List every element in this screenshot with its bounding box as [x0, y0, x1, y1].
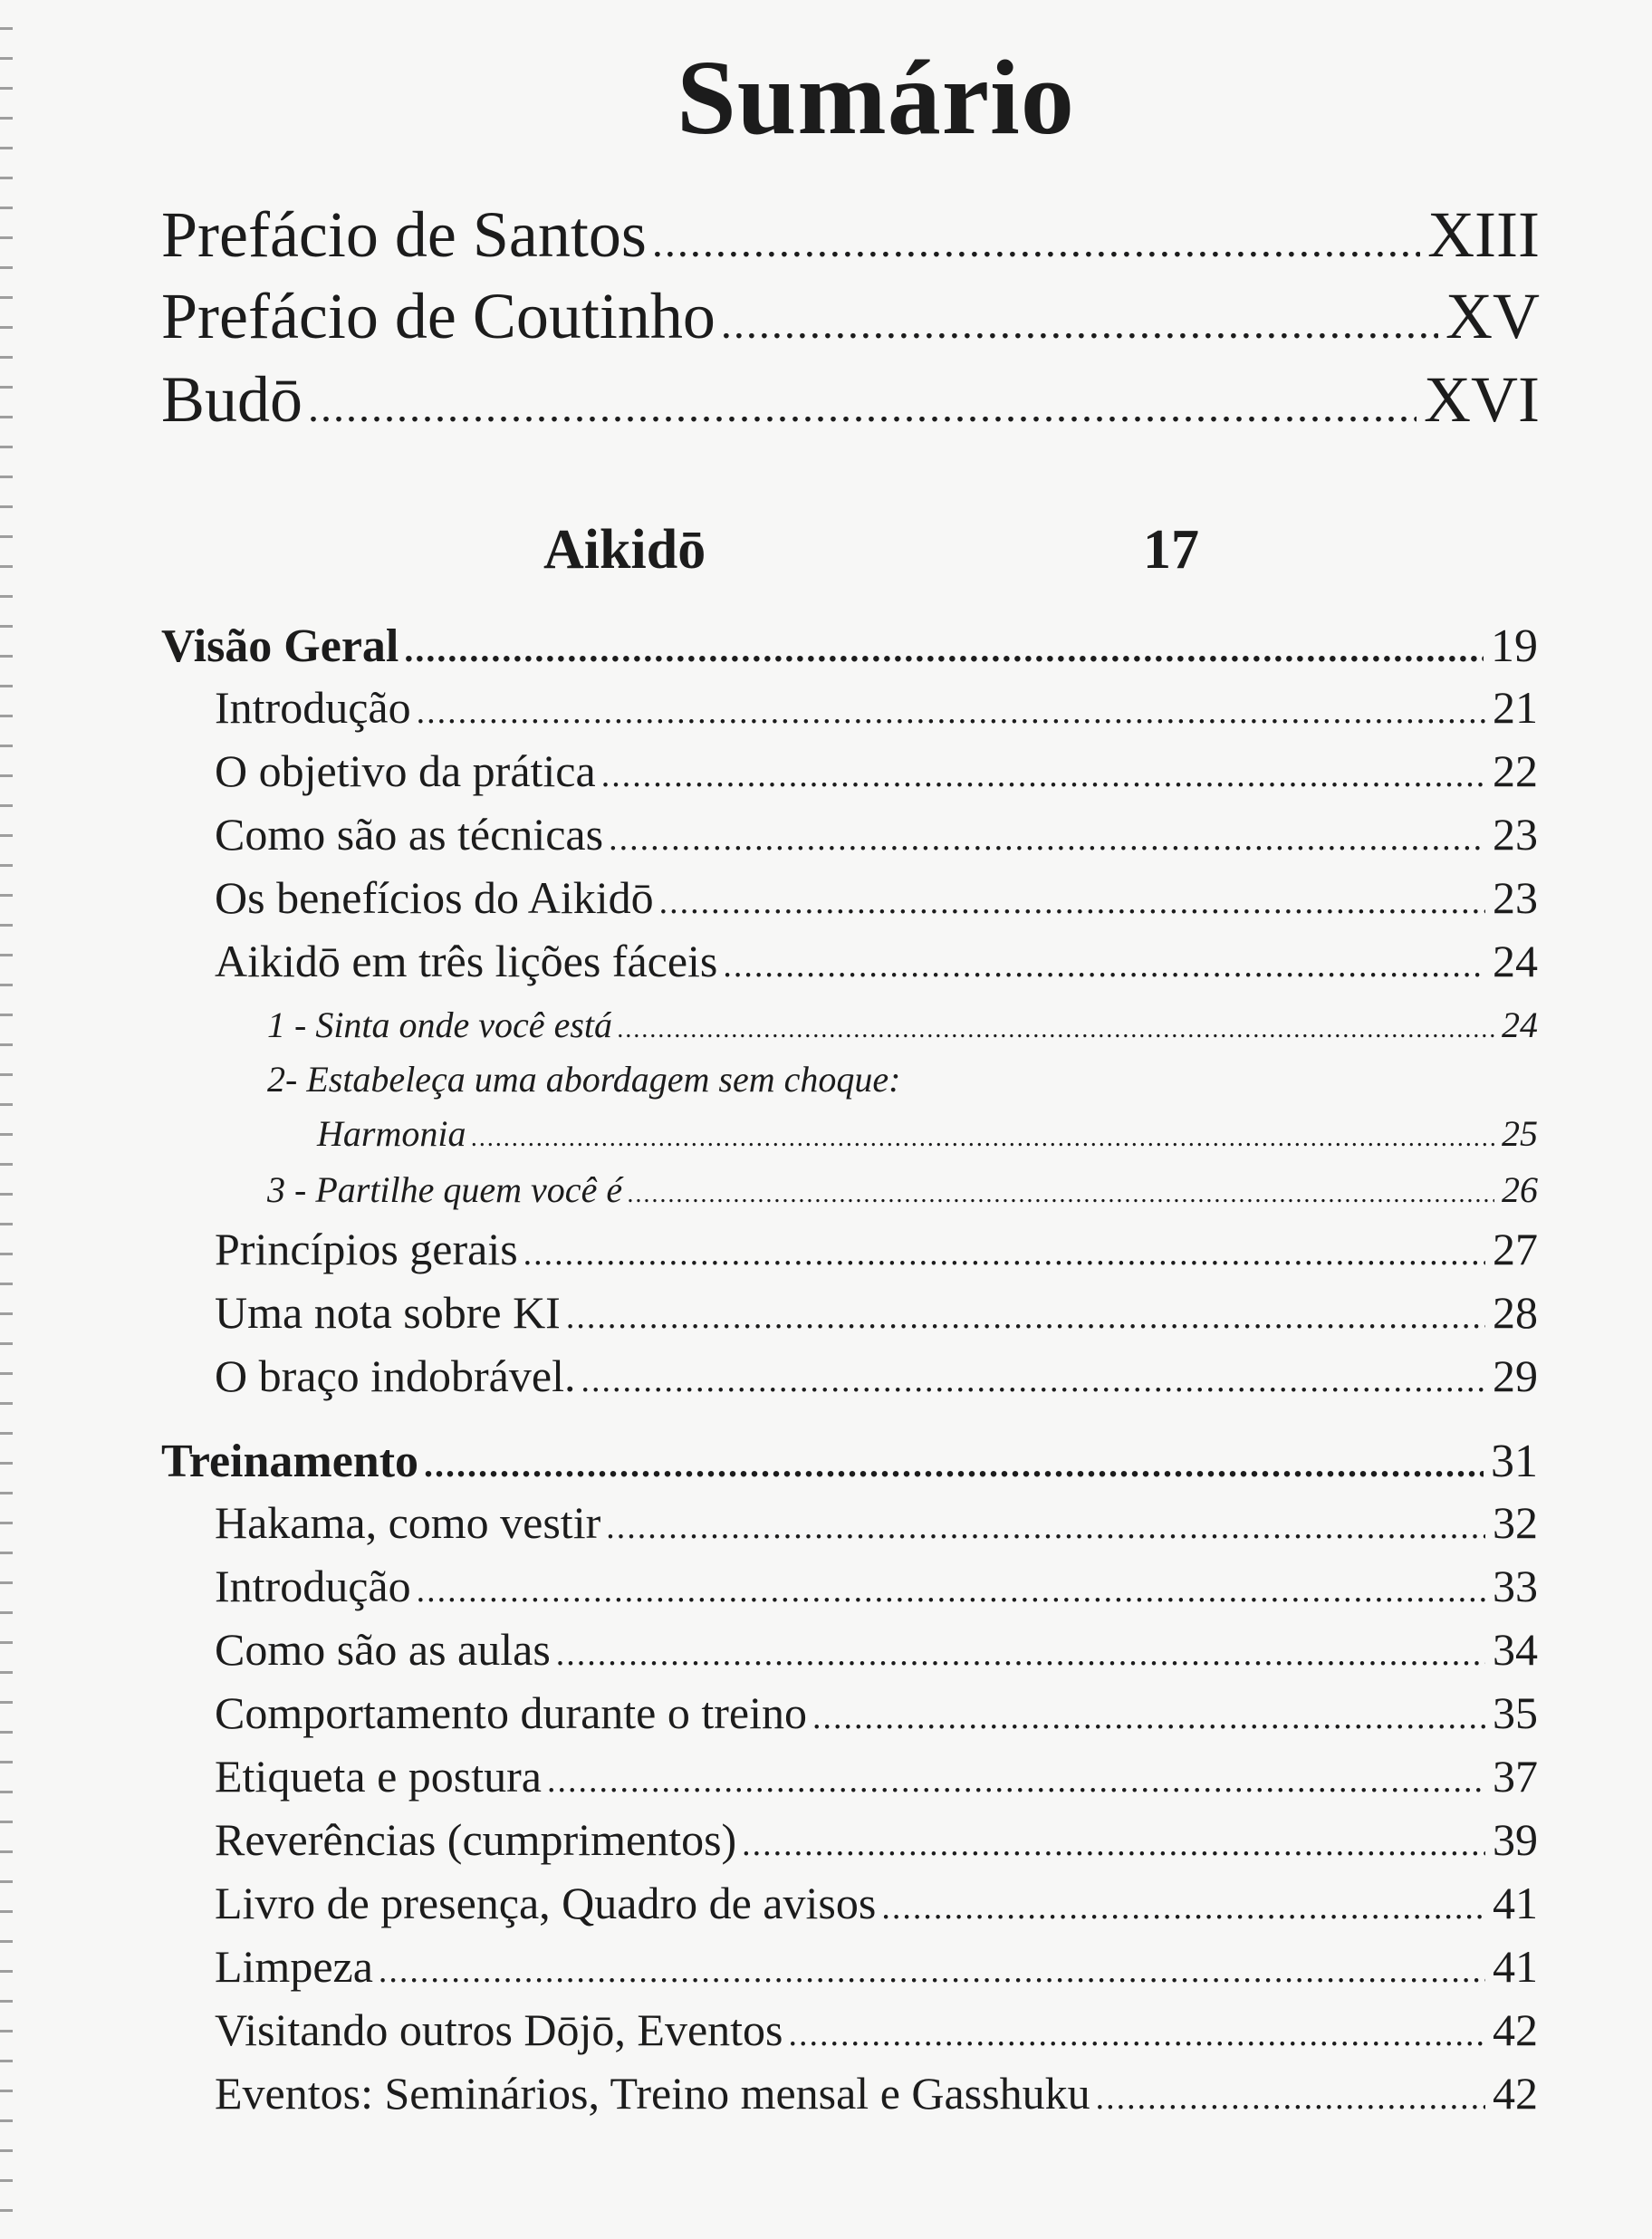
toc-entry-page: 24: [1493, 936, 1538, 986]
toc-entry-prefacio-santos[interactable]: [161, 197, 1540, 273]
toc-entry-label: Prefácio de Coutinho: [161, 280, 716, 352]
leader-dots: [523, 1234, 1485, 1273]
leader-dots: [424, 1443, 1484, 1485]
toc-entry-label: O objetivo da prática: [215, 745, 596, 796]
toc-entry-page: 41: [1493, 1941, 1538, 1992]
toc-entry[interactable]: [215, 1877, 1538, 1929]
toc-entry-label: Os benefícios do Aikidō: [215, 872, 654, 923]
toc-entry-label: Reverências (cumprimentos): [215, 1814, 737, 1865]
toc-entry-label: Como são as aulas: [215, 1624, 551, 1675]
leader-dots: [628, 1180, 1494, 1209]
toc-entry-label: Como são as técnicas: [215, 809, 604, 860]
toc-entry-page: 21: [1493, 682, 1538, 733]
toc-entry-page: 22: [1493, 745, 1538, 796]
toc-section-page: 31: [1491, 1436, 1538, 1487]
toc-subentry-page: 26: [1502, 1169, 1538, 1210]
toc-entry[interactable]: [215, 2004, 1538, 2056]
toc-entry-label: Prefácio de Santos: [161, 198, 647, 271]
toc-subentry[interactable]: [267, 1004, 1538, 1046]
leader-dots: [566, 1297, 1485, 1337]
toc-section-visao-geral[interactable]: [161, 620, 1538, 673]
toc-entry-label: Comportamento durante o treino: [215, 1687, 808, 1738]
toc-entry-label: Limpeza: [215, 1941, 373, 1992]
toc-entry[interactable]: [215, 808, 1538, 860]
leader-dots: [417, 1571, 1485, 1610]
toc-entry-label: Etiqueta e postura: [215, 1751, 542, 1802]
toc-entry[interactable]: [215, 935, 1538, 987]
leader-dots: [1096, 2078, 1485, 2118]
toc-entry-label: Princípios gerais: [215, 1224, 518, 1274]
leader-dots: [308, 382, 1417, 432]
toc-entry-label: Uma nota sobre KI: [215, 1287, 561, 1338]
toc-section-page: 19: [1491, 620, 1538, 672]
toc-entry[interactable]: [215, 1350, 1538, 1402]
toc-entry[interactable]: [215, 1940, 1538, 1993]
toc-entry-page: 41: [1493, 1878, 1538, 1928]
leader-dots: [379, 1951, 1485, 1991]
leader-dots: [417, 692, 1485, 732]
page-title: Sumário: [677, 38, 1075, 157]
leader-dots: [606, 1507, 1485, 1547]
toc-subentry-label: 3 - Partilhe quem você é: [267, 1169, 623, 1210]
toc-entry-page: 28: [1493, 1287, 1538, 1338]
toc-subentry-page: 24: [1502, 1004, 1538, 1045]
toc-entry[interactable]: [215, 1686, 1538, 1739]
toc-entry-page: 32: [1493, 1497, 1538, 1548]
toc-entry-page: 23: [1493, 809, 1538, 860]
toc-entry-label: Budō: [161, 363, 303, 436]
toc-entry-budo[interactable]: [161, 362, 1540, 437]
leader-dots: [601, 755, 1485, 795]
toc-section-label: Visão Geral: [161, 620, 399, 672]
leader-dots: [789, 2014, 1485, 2054]
toc-entry-label: Livro de presença, Quadro de avisos: [215, 1878, 877, 1928]
toc-entry-page: 34: [1493, 1624, 1538, 1675]
leader-dots: [471, 1124, 1494, 1153]
leader-dots: [652, 217, 1420, 267]
leader-dots: [609, 819, 1485, 859]
toc-section-label: Treinamento: [161, 1436, 419, 1487]
toc-entry-label: Introdução: [215, 1561, 411, 1611]
leader-dots: [742, 1824, 1485, 1864]
toc-entry-page: XIII: [1427, 198, 1540, 271]
toc-subentry-label: 1 - Sinta onde você está: [267, 1004, 612, 1045]
toc-entry-page: 42: [1493, 2068, 1538, 2119]
toc-entry[interactable]: [215, 745, 1538, 797]
toc-entry-label: Visitando outros Dōjō, Eventos: [215, 2004, 783, 2055]
toc-entry-label: O braço indobrável.: [215, 1350, 576, 1401]
leader-dots: [581, 1360, 1485, 1400]
leader-dots: [721, 299, 1438, 349]
toc-subentry[interactable]: [317, 1112, 1538, 1155]
toc-entry[interactable]: [215, 1496, 1538, 1549]
toc-section-treinamento[interactable]: [161, 1435, 1538, 1488]
toc-subentry[interactable]: [267, 1168, 1538, 1211]
toc-entry[interactable]: [215, 1560, 1538, 1612]
leader-dots: [881, 1888, 1485, 1927]
leader-dots: [618, 1015, 1494, 1044]
leader-dots: [812, 1697, 1485, 1737]
toc-entry-label: Hakama, como vestir: [215, 1497, 601, 1548]
toc-entry[interactable]: [215, 1286, 1538, 1339]
toc-entry-label: Introdução: [215, 682, 411, 733]
toc-entry-label: Eventos: Seminários, Treino mensal e Gasshuku: [215, 2068, 1090, 2119]
part-title: Aikidō: [543, 519, 706, 581]
toc-entry[interactable]: [215, 681, 1538, 734]
toc-entry-prefacio-coutinho[interactable]: [161, 279, 1540, 354]
toc-entry[interactable]: [215, 2067, 1538, 2119]
toc-entry-label: Aikidō em três lições fáceis: [215, 936, 718, 986]
toc-entry-page: 33: [1493, 1561, 1538, 1611]
toc-subentry-label: Harmonia: [317, 1113, 466, 1154]
toc-entry[interactable]: [215, 1750, 1538, 1802]
spiral-binding: [0, 0, 13, 2239]
toc-entry-page: 35: [1493, 1687, 1538, 1738]
leader-dots: [404, 628, 1484, 670]
toc-entry-page: XVI: [1424, 363, 1540, 436]
toc-entry[interactable]: [215, 1223, 1538, 1275]
toc-entry-page: 37: [1493, 1751, 1538, 1802]
toc-subentry-page: 25: [1502, 1113, 1538, 1154]
part-page: 17: [1143, 519, 1199, 581]
toc-entry[interactable]: [215, 871, 1538, 924]
toc-entry-page: 39: [1493, 1814, 1538, 1865]
leader-dots: [547, 1761, 1485, 1801]
toc-entry-page: 27: [1493, 1224, 1538, 1274]
toc-entry-page: XV: [1446, 280, 1540, 352]
toc-entry-page: 29: [1493, 1350, 1538, 1401]
toc-subentry-label: 2- Estabeleça uma abordagem sem choque:: [267, 1059, 901, 1100]
toc-entry[interactable]: [215, 1623, 1538, 1676]
leader-dots: [723, 946, 1485, 985]
leader-dots: [659, 882, 1485, 922]
toc-entry-page: 23: [1493, 872, 1538, 923]
toc-entry[interactable]: [215, 1813, 1538, 1866]
leader-dots: [556, 1634, 1485, 1674]
toc-entry-page: 42: [1493, 2004, 1538, 2055]
